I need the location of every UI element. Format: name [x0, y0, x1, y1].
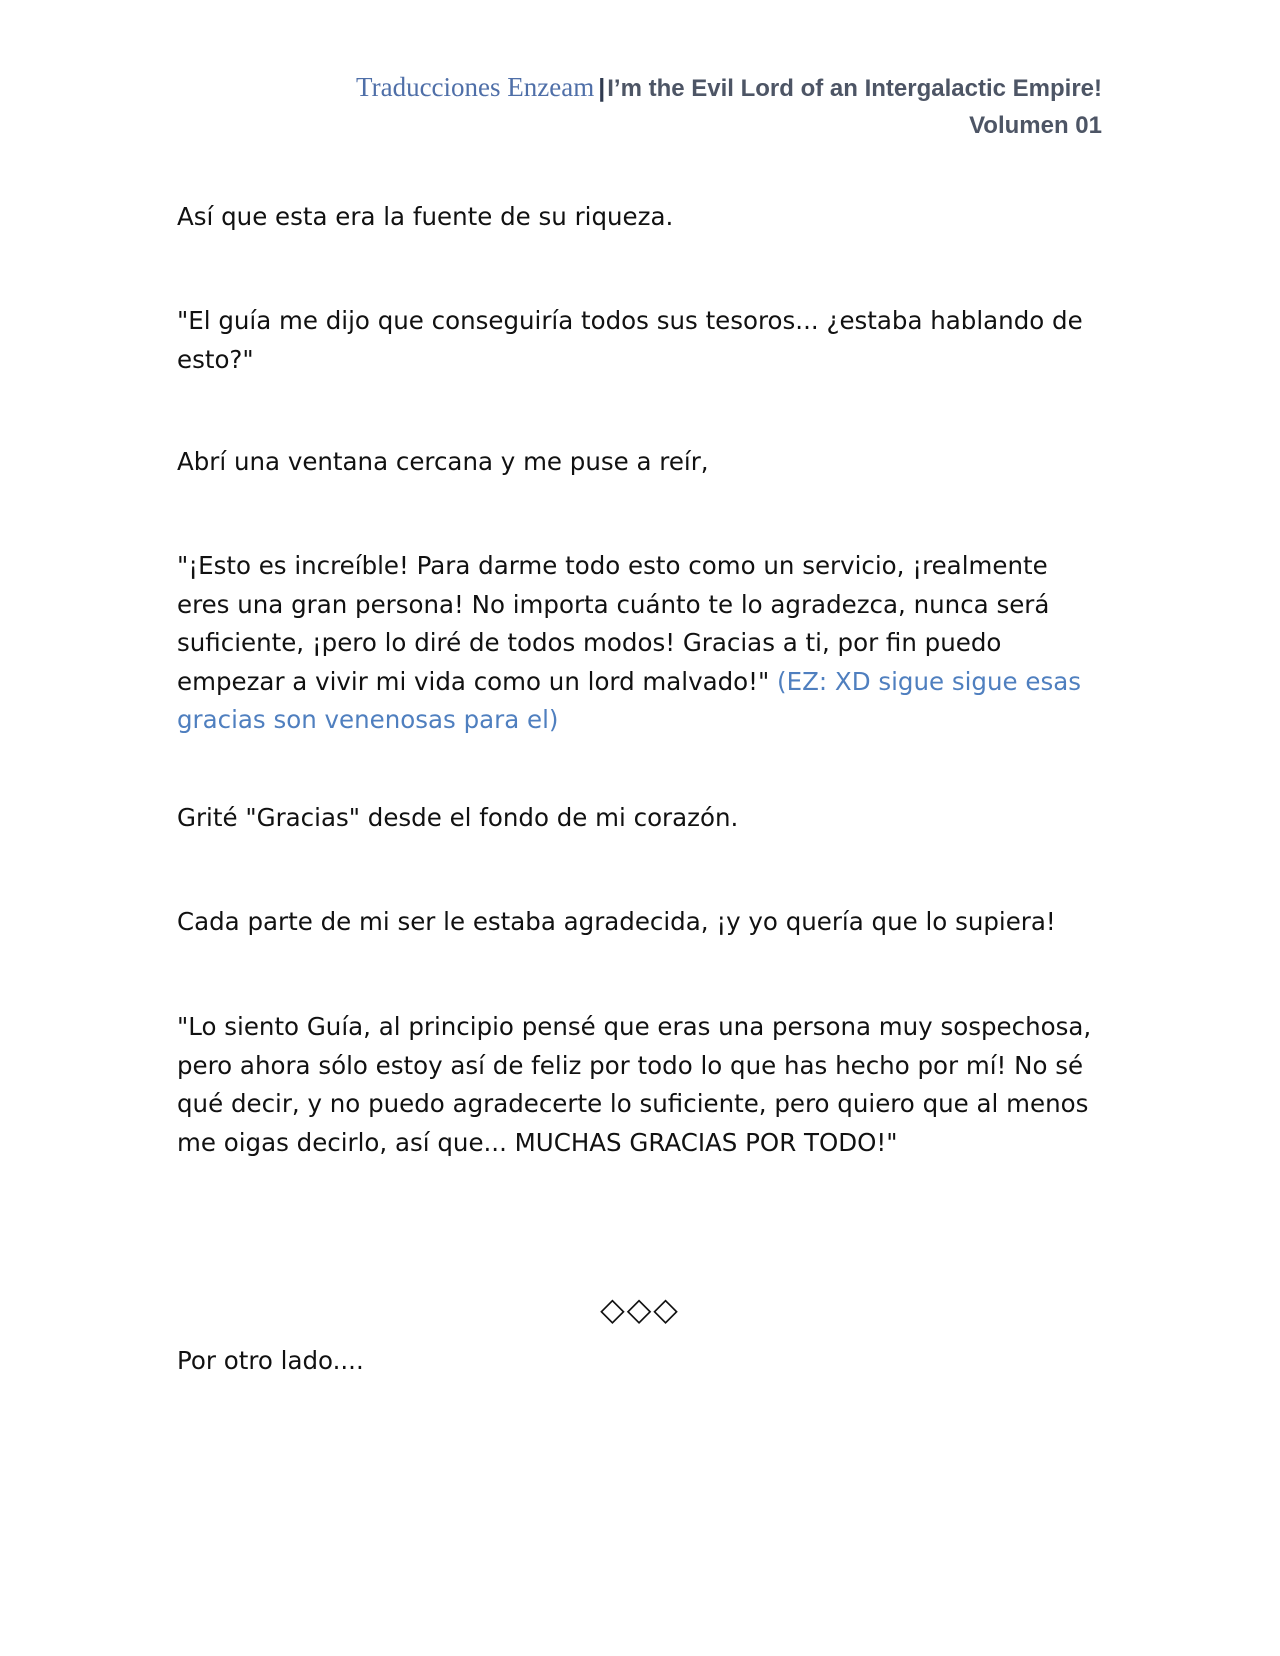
paragraph-5: Grité "Gracias" desde el fondo de mi corazón. — [177, 803, 739, 832]
paragraph-1: Así que esta era la fuente de su riqueza. — [177, 202, 674, 231]
header-separator: | — [598, 74, 606, 102]
paragraph-4 — [177, 547, 1097, 740]
scene-break-diamonds: ◇◇◇ — [600, 1290, 680, 1328]
paragraph-7: "Lo siento Guía, al principio pensé que eras una persona muy sospechosa, pero ahora sólo estoy así de feliz por todo lo que has hecho por mí! No sé qué decir, y no puedo agradecerte lo suficiente, pero quiero que al menos me oigas decirlo, así que... MUCHAS GRACIAS POR TODO!" — [177, 1012, 1092, 1157]
paragraph-2: "El guía me dijo que conseguiría todos sus tesoros... ¿estaba hablando de esto?" — [177, 306, 1083, 374]
page-header — [356, 70, 1102, 143]
paragraph-3: Abrí una ventana cercana y me puse a reír, — [177, 447, 709, 476]
novel-title: I’m the Evil Lord of an Intergalactic Empire! — [607, 75, 1102, 102]
paragraph-6: Cada parte de mi ser le estaba agradecida, ¡y yo quería que lo supiera! — [177, 907, 1056, 936]
volume-label: Volumen 01 — [969, 112, 1102, 139]
closing-paragraph: Por otro lado.... — [177, 1346, 364, 1375]
paragraph-4-text: "¡Esto es increíble! Para darme todo esto como un servicio, ¡realmente eres una gran persona! No importa cuánto te lo agradezca, nunca será suficiente, ¡pero lo diré de todos modos! Gracias a ti, por fin puedo empezar a vivir mi vida como un lord malvado!" — [177, 551, 1050, 696]
translator-note: (EZ: XD sigue sigue esas gracias son venenosas para el) — [177, 666, 1081, 734]
header-line — [356, 70, 1102, 109]
translator-brand: Traducciones Enzeam — [356, 72, 595, 102]
